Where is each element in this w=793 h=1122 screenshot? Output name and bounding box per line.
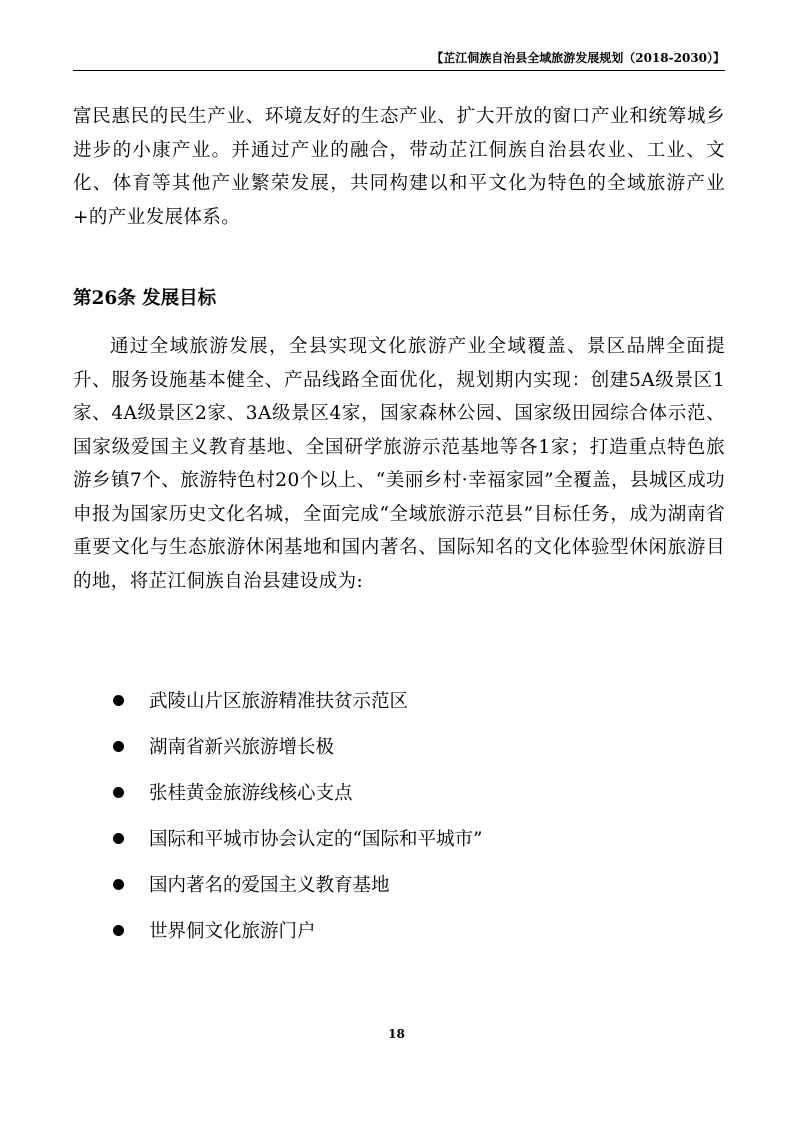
bullet-dot-icon — [113, 925, 124, 936]
list-item — [73, 907, 725, 953]
list-item — [73, 677, 725, 723]
list-item — [73, 861, 725, 907]
list-item-text: 湖南省新兴旅游增长极 — [149, 737, 335, 758]
page-number: 18 — [388, 1027, 405, 1041]
list-item — [73, 769, 725, 815]
list-item — [73, 815, 725, 861]
header-divider — [73, 70, 725, 71]
bullet-dot-icon — [113, 833, 124, 844]
goal-bullet-list — [73, 677, 725, 953]
paragraph-2: 通过全域旅游发展，全县实现文化旅游产业全域覆盖、景区品牌全面提升、服务设施基本健全、产品线路全面优化，规划期内实现：创建5A级景区1家、4A级景区2家、3A级景区4家，国家森林公园、国家级田园综合体示范、国家级爱国主义教育基地、全国研学旅游示范基地等各1家；打造重点特色旅游乡镇7个、旅游特色村20个以上、“美丽乡村·幸福家园”全覆盖，县城区成功申报为国家历史文化名城，全面完成“全域旅游示范县”目标任务，成为湖南省重要文化与生态旅游休闲基地和国内著名、国际知名的文化体验型休闲旅游目的地，将芷江侗族自治县建设成为: — [73, 336, 725, 592]
bullet-dot-icon — [113, 695, 124, 706]
list-item — [73, 723, 725, 769]
list-item-text: 国际和平城市协会认定的“国际和平城市” — [149, 829, 483, 850]
bullet-dot-icon — [113, 879, 124, 890]
bullet-dot-icon — [113, 741, 124, 752]
list-item-text: 张桂黄金旅游线核心支点 — [149, 783, 353, 804]
section-heading: 第26条 发展目标 — [73, 288, 217, 309]
paragraph-1: 富民惠民的民生产业、环境友好的生态产业、扩大开放的窗口产业和统筹城乡进步的小康产业。并通过产业的融合，带动芷江侗族自治县农业、工业、文化、体育等其他产业繁荣发展，共同构建以和平文化为特色的全域旅游产业+的产业发展体系。 — [73, 106, 725, 228]
bullet-dot-icon — [113, 787, 124, 798]
running-header: 【芷江侗族自治县全域旅游发展规划（2018-2030）】 — [431, 51, 725, 65]
list-item-text: 国内著名的爱国主义教育基地 — [149, 875, 390, 896]
list-item-text: 世界侗文化旅游门户 — [149, 921, 316, 942]
list-item-text: 武陵山片区旅游精准扶贫示范区 — [149, 691, 409, 712]
